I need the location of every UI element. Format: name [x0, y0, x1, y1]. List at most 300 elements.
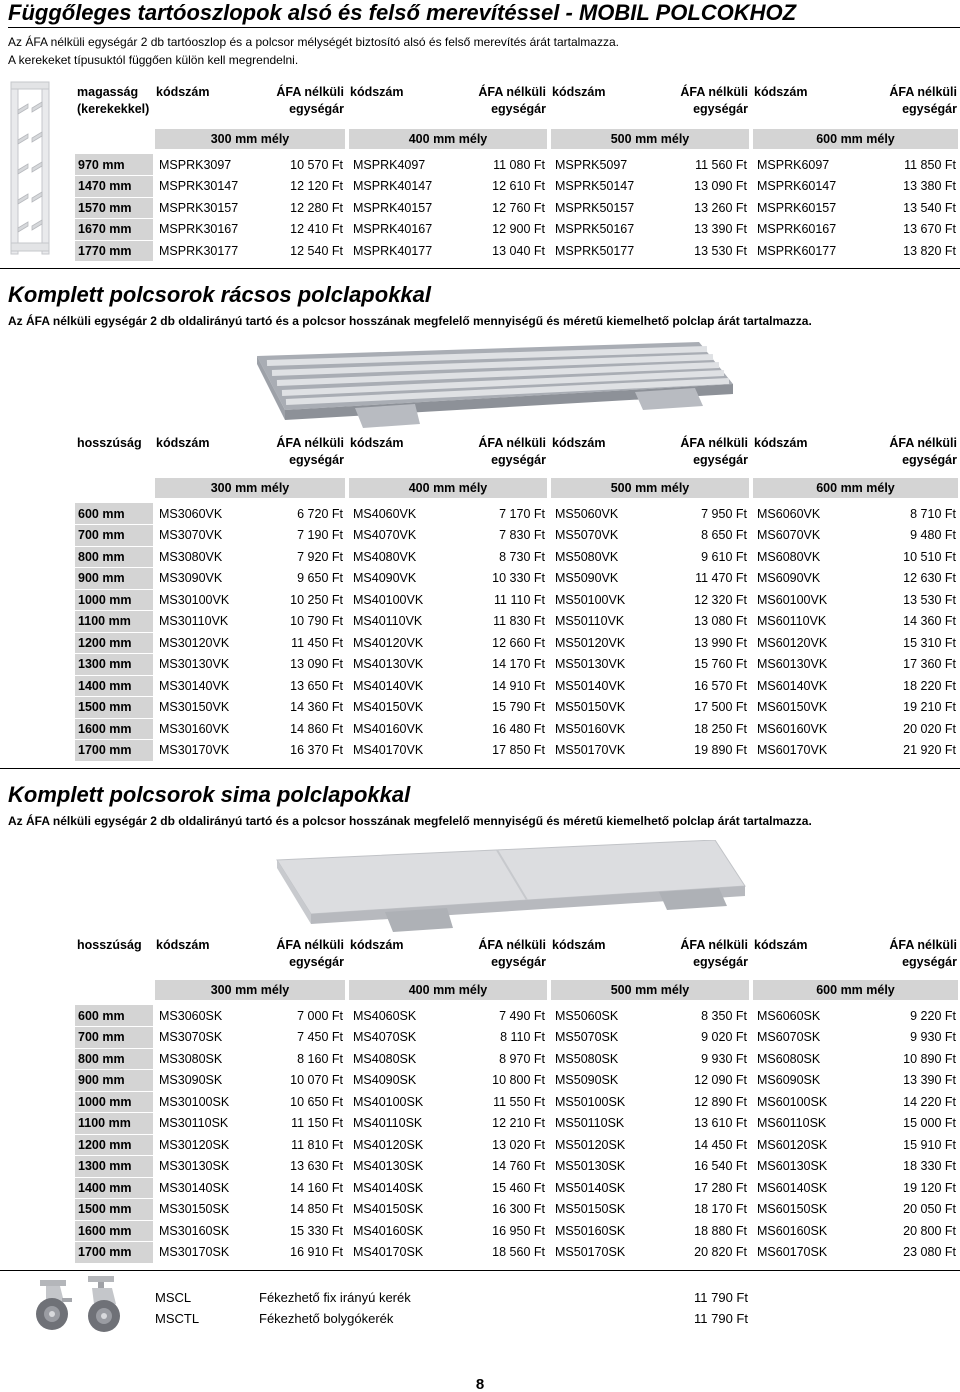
- product-code: MS50100VK: [549, 589, 658, 611]
- depth-header-300: 300 mm mély: [155, 980, 345, 1000]
- product-code: MSPRK50147: [549, 176, 658, 198]
- section-desc-solid-shelves: Az ÁFA nélküli egységár 2 db oldalirányú tartó és a polcsor hosszának megfelelő mennyiségű és méretű kiemelhető polclap árát tartalmazza.: [8, 814, 812, 828]
- product-code: MS50170SK: [549, 1242, 658, 1264]
- product-code: MS30120VK: [153, 632, 254, 654]
- price-column-header: ÁFA nélküli egységár: [889, 938, 957, 969]
- unit-price: 9 930 Ft: [658, 1048, 751, 1070]
- unit-price: 18 220 Ft: [860, 675, 960, 697]
- unit-price: 7 190 Ft: [254, 525, 347, 547]
- product-code: MS60120SK: [751, 1134, 860, 1156]
- product-code: MS60140SK: [751, 1177, 860, 1199]
- row-label: 1000 mm: [75, 1091, 153, 1113]
- table-row: [75, 632, 960, 654]
- unit-price: 9 020 Ft: [658, 1027, 751, 1049]
- code-column-header: kódszám: [552, 85, 606, 99]
- row-label: 1400 mm: [75, 1177, 153, 1199]
- unit-price: 18 330 Ft: [860, 1156, 960, 1178]
- unit-price: 13 610 Ft: [658, 1113, 751, 1135]
- unit-price: 14 160 Ft: [254, 1177, 347, 1199]
- price-column-header: ÁFA nélküli egységár: [478, 85, 546, 116]
- unit-price: 13 260 Ft: [658, 197, 751, 219]
- code-column-header: kódszám: [754, 436, 808, 450]
- unit-price: 13 390 Ft: [860, 1070, 960, 1092]
- row-label: 1100 mm: [75, 611, 153, 633]
- product-code: MS50130SK: [549, 1156, 658, 1178]
- row-label: 600 mm: [75, 503, 153, 525]
- row-label: 700 mm: [75, 525, 153, 547]
- price-column-header: ÁFA nélküli egységár: [889, 85, 957, 116]
- unit-price: 20 050 Ft: [860, 1199, 960, 1221]
- product-code: MS40120VK: [347, 632, 456, 654]
- row-label: 900 mm: [75, 568, 153, 590]
- unit-price: 18 170 Ft: [658, 1199, 751, 1221]
- unit-price: 7 920 Ft: [254, 546, 347, 568]
- product-code: MS5090SK: [549, 1070, 658, 1092]
- height-column-header: magasság (kerekekkel): [77, 85, 150, 116]
- product-code: MS30130SK: [153, 1156, 254, 1178]
- unit-price: 13 650 Ft: [254, 675, 347, 697]
- unit-price: 13 530 Ft: [658, 240, 751, 262]
- product-code: MS4070VK: [347, 525, 456, 547]
- row-label: 1200 mm: [75, 632, 153, 654]
- product-code: MS3060VK: [153, 503, 254, 525]
- product-code: MSPRK30147: [153, 176, 254, 198]
- depth-header-300: 300 mm mély: [155, 478, 345, 498]
- unit-price: 13 990 Ft: [658, 632, 751, 654]
- row-label: 1500 mm: [75, 697, 153, 719]
- caster-price: 11 790 Ft: [694, 1290, 748, 1305]
- code-column-header: kódszám: [156, 938, 210, 952]
- unit-price: 15 910 Ft: [860, 1134, 960, 1156]
- product-code: MS30170SK: [153, 1242, 254, 1264]
- unit-price: 12 210 Ft: [456, 1113, 549, 1135]
- unit-price: 11 830 Ft: [456, 611, 549, 633]
- product-code: MSPRK50157: [549, 197, 658, 219]
- product-code: MS30110SK: [153, 1113, 254, 1135]
- depth-header-300: 300 mm mély: [155, 129, 345, 149]
- product-code: MSPRK40147: [347, 176, 456, 198]
- unit-price: 15 760 Ft: [658, 654, 751, 676]
- unit-price: 11 450 Ft: [254, 632, 347, 654]
- unit-price: 13 390 Ft: [658, 219, 751, 241]
- product-code: MS4090VK: [347, 568, 456, 590]
- product-code: MS4070SK: [347, 1027, 456, 1049]
- product-code: MS30110VK: [153, 611, 254, 633]
- product-code: MS6080SK: [751, 1048, 860, 1070]
- row-label: 1670 mm: [75, 219, 153, 241]
- section-desc-grid-shelves: Az ÁFA nélküli egységár 2 db oldalirányú tartó és a polcsor hosszának megfelelő mennyiségű és méretű kiemelhető polclap árát tartalmazza.: [8, 314, 812, 328]
- table-row: [155, 1308, 748, 1329]
- product-code: MS60110SK: [751, 1113, 860, 1135]
- product-code: MS60100SK: [751, 1091, 860, 1113]
- casters-image: [30, 1274, 130, 1344]
- divider: [0, 768, 960, 769]
- product-code: MS60160VK: [751, 718, 860, 740]
- table-row: [75, 1113, 960, 1135]
- unit-price: 10 510 Ft: [860, 546, 960, 568]
- divider: [0, 1270, 960, 1271]
- product-code: MSPRK60167: [751, 219, 860, 241]
- product-code: MS30160SK: [153, 1220, 254, 1242]
- product-code: MS3090SK: [153, 1070, 254, 1092]
- casters-price-table: [155, 1287, 748, 1329]
- unit-price: 12 090 Ft: [658, 1070, 751, 1092]
- unit-price: 8 650 Ft: [658, 525, 751, 547]
- product-code: MS40130VK: [347, 654, 456, 676]
- grid-shelf-image: [255, 342, 735, 430]
- product-code: MS5080VK: [549, 546, 658, 568]
- unit-price: 7 830 Ft: [456, 525, 549, 547]
- length-column-header: hosszúság: [77, 938, 142, 952]
- product-code: MS60170VK: [751, 740, 860, 762]
- unit-price: 10 250 Ft: [254, 589, 347, 611]
- unit-price: 16 950 Ft: [456, 1220, 549, 1242]
- row-label: 1300 mm: [75, 654, 153, 676]
- unit-price: 15 310 Ft: [860, 632, 960, 654]
- table-row: [75, 1134, 960, 1156]
- row-label: 1770 mm: [75, 240, 153, 262]
- product-code: MS40160SK: [347, 1220, 456, 1242]
- unit-price: 10 570 Ft: [254, 154, 347, 176]
- unit-price: 18 250 Ft: [658, 718, 751, 740]
- product-code: MS40110VK: [347, 611, 456, 633]
- product-code: MS40160VK: [347, 718, 456, 740]
- code-column-header: kódszám: [754, 938, 808, 952]
- product-code: MS60140VK: [751, 675, 860, 697]
- product-code: MS5080SK: [549, 1048, 658, 1070]
- row-label: 1300 mm: [75, 1156, 153, 1178]
- product-code: MS4080SK: [347, 1048, 456, 1070]
- product-code: MSPRK50167: [549, 219, 658, 241]
- unit-price: 19 210 Ft: [860, 697, 960, 719]
- table-row: [75, 1005, 960, 1027]
- unit-price: 18 880 Ft: [658, 1220, 751, 1242]
- unit-price: 17 360 Ft: [860, 654, 960, 676]
- product-code: MS40140SK: [347, 1177, 456, 1199]
- unit-price: 13 380 Ft: [860, 176, 960, 198]
- product-code: MS50150SK: [549, 1199, 658, 1221]
- page-number: 8: [475, 1376, 485, 1392]
- product-code: MSPRK40177: [347, 240, 456, 262]
- product-code: MS5070SK: [549, 1027, 658, 1049]
- row-label: 800 mm: [75, 1048, 153, 1070]
- row-label: 1600 mm: [75, 718, 153, 740]
- unit-price: 14 760 Ft: [456, 1156, 549, 1178]
- product-code: MS6080VK: [751, 546, 860, 568]
- unit-price: 12 630 Ft: [860, 568, 960, 590]
- unit-price: 14 850 Ft: [254, 1199, 347, 1221]
- unit-price: 9 480 Ft: [860, 525, 960, 547]
- solid-shelf-image: [275, 840, 750, 932]
- unit-price: 11 110 Ft: [456, 589, 549, 611]
- product-code: MS6090SK: [751, 1070, 860, 1092]
- table-body: [75, 1005, 960, 1263]
- unit-price: 9 650 Ft: [254, 568, 347, 590]
- code-column-header: kódszám: [552, 938, 606, 952]
- product-code: MS5060SK: [549, 1005, 658, 1027]
- unit-price: 11 470 Ft: [658, 568, 751, 590]
- table-body: [75, 154, 960, 262]
- product-code: MS3080VK: [153, 546, 254, 568]
- product-code: MSPRK6097: [751, 154, 860, 176]
- caster-code: MSCTL: [155, 1311, 200, 1326]
- depth-header-500: 500 mm mély: [551, 129, 749, 149]
- length-column-header: hosszúság: [77, 436, 142, 450]
- code-column-header: kódszám: [350, 938, 404, 952]
- row-label: 1000 mm: [75, 589, 153, 611]
- product-code: MS40100SK: [347, 1091, 456, 1113]
- unit-price: 14 360 Ft: [254, 697, 347, 719]
- unit-price: 9 220 Ft: [860, 1005, 960, 1027]
- unit-price: 12 610 Ft: [456, 176, 549, 198]
- unit-price: 19 890 Ft: [658, 740, 751, 762]
- unit-price: 7 490 Ft: [456, 1005, 549, 1027]
- unit-price: 8 110 Ft: [456, 1027, 549, 1049]
- unit-price: 16 300 Ft: [456, 1199, 549, 1221]
- price-column-header: ÁFA nélküli egységár: [478, 938, 546, 969]
- unit-price: 10 800 Ft: [456, 1070, 549, 1092]
- unit-price: 8 160 Ft: [254, 1048, 347, 1070]
- row-label: 800 mm: [75, 546, 153, 568]
- unit-price: 8 710 Ft: [860, 503, 960, 525]
- unit-price: 11 560 Ft: [658, 154, 751, 176]
- unit-price: 12 540 Ft: [254, 240, 347, 262]
- table-row: [75, 654, 960, 676]
- product-code: MS50110VK: [549, 611, 658, 633]
- row-label: 1100 mm: [75, 1113, 153, 1135]
- unit-price: 13 530 Ft: [860, 589, 960, 611]
- row-label: 600 mm: [75, 1005, 153, 1027]
- unit-price: 7 450 Ft: [254, 1027, 347, 1049]
- product-code: MSPRK60147: [751, 176, 860, 198]
- row-label: 1400 mm: [75, 675, 153, 697]
- product-code: MS4060SK: [347, 1005, 456, 1027]
- unit-price: 13 090 Ft: [254, 654, 347, 676]
- unit-price: 7 170 Ft: [456, 503, 549, 525]
- table-row: [75, 219, 960, 241]
- divider: [0, 268, 960, 269]
- code-column-header: kódszám: [156, 436, 210, 450]
- table-row: [75, 176, 960, 198]
- product-code: MS40120SK: [347, 1134, 456, 1156]
- table-row: [75, 568, 960, 590]
- unit-price: 12 900 Ft: [456, 219, 549, 241]
- unit-price: 18 560 Ft: [456, 1242, 549, 1264]
- table-row: [75, 503, 960, 525]
- price-column-header: ÁFA nélküli egységár: [478, 436, 546, 467]
- product-code: MS30140SK: [153, 1177, 254, 1199]
- table-row: [75, 546, 960, 568]
- product-code: MS50120SK: [549, 1134, 658, 1156]
- product-code: MS30120SK: [153, 1134, 254, 1156]
- unit-price: 9 610 Ft: [658, 546, 751, 568]
- product-code: MS4060VK: [347, 503, 456, 525]
- product-code: MS40100VK: [347, 589, 456, 611]
- product-code: MS50170VK: [549, 740, 658, 762]
- table-row: [155, 1287, 748, 1308]
- unit-price: 10 330 Ft: [456, 568, 549, 590]
- unit-price: 12 660 Ft: [456, 632, 549, 654]
- product-code: MS6090VK: [751, 568, 860, 590]
- unit-price: 7 950 Ft: [658, 503, 751, 525]
- product-code: MSPRK60177: [751, 240, 860, 262]
- code-column-header: kódszám: [350, 85, 404, 99]
- product-code: MS3080SK: [153, 1048, 254, 1070]
- product-code: MSPRK40167: [347, 219, 456, 241]
- unit-price: 11 550 Ft: [456, 1091, 549, 1113]
- unit-price: 16 540 Ft: [658, 1156, 751, 1178]
- unit-price: 16 910 Ft: [254, 1242, 347, 1264]
- table-row: [75, 740, 960, 762]
- unit-price: 13 540 Ft: [860, 197, 960, 219]
- product-code: MS50140VK: [549, 675, 658, 697]
- unit-price: 10 890 Ft: [860, 1048, 960, 1070]
- product-code: MS60110VK: [751, 611, 860, 633]
- product-code: MS50140SK: [549, 1177, 658, 1199]
- unit-price: 13 080 Ft: [658, 611, 751, 633]
- product-code: MSPRK30177: [153, 240, 254, 262]
- product-code: MS40130SK: [347, 1156, 456, 1178]
- unit-price: 6 720 Ft: [254, 503, 347, 525]
- unit-price: 13 820 Ft: [860, 240, 960, 262]
- product-code: MS50130VK: [549, 654, 658, 676]
- table-row: [75, 611, 960, 633]
- unit-price: 10 790 Ft: [254, 611, 347, 633]
- unit-price: 8 730 Ft: [456, 546, 549, 568]
- table-row: [75, 697, 960, 719]
- unit-price: 14 220 Ft: [860, 1091, 960, 1113]
- price-column-header: ÁFA nélküli egységár: [680, 436, 748, 467]
- unit-price: 8 970 Ft: [456, 1048, 549, 1070]
- unit-price: 12 280 Ft: [254, 197, 347, 219]
- code-column-header: kódszám: [552, 436, 606, 450]
- row-label: 970 mm: [75, 154, 153, 176]
- product-code: MS50120VK: [549, 632, 658, 654]
- product-code: MSPRK60157: [751, 197, 860, 219]
- product-code: MS50160SK: [549, 1220, 658, 1242]
- price-column-header: ÁFA nélküli egységár: [680, 85, 748, 116]
- price-column-header: ÁFA nélküli egységár: [680, 938, 748, 969]
- table-row: [75, 1199, 960, 1221]
- product-code: MS40170VK: [347, 740, 456, 762]
- product-code: MS60130VK: [751, 654, 860, 676]
- product-code: MSPRK40157: [347, 197, 456, 219]
- product-code: MS50100SK: [549, 1091, 658, 1113]
- unit-price: 11 850 Ft: [860, 154, 960, 176]
- table-row: [75, 1091, 960, 1113]
- product-code: MSPRK30167: [153, 219, 254, 241]
- unit-price: 7 000 Ft: [254, 1005, 347, 1027]
- product-code: MS6060VK: [751, 503, 860, 525]
- unit-price: 13 670 Ft: [860, 219, 960, 241]
- unit-price: 20 820 Ft: [658, 1242, 751, 1264]
- code-column-header: kódszám: [350, 436, 404, 450]
- section-title-grid-shelves: Komplett polcsorok rácsos polclapokkal: [8, 282, 432, 307]
- caster-price: 11 790 Ft: [694, 1311, 748, 1326]
- table-row: [75, 1220, 960, 1242]
- intro-line-1: Az ÁFA nélküli egységár 2 db tartóoszlop és a polcsor mélységét biztosító alsó és felső merevítés árát tartalmazza.: [8, 35, 619, 49]
- product-code: MS30140VK: [153, 675, 254, 697]
- unit-price: 13 630 Ft: [254, 1156, 347, 1178]
- unit-price: 14 360 Ft: [860, 611, 960, 633]
- table-row: [75, 1156, 960, 1178]
- table-row: [75, 718, 960, 740]
- unit-price: 17 850 Ft: [456, 740, 549, 762]
- row-label: 1200 mm: [75, 1134, 153, 1156]
- product-code: MS30100SK: [153, 1091, 254, 1113]
- product-code: MS60160SK: [751, 1220, 860, 1242]
- unit-price: 20 020 Ft: [860, 718, 960, 740]
- unit-price: 16 370 Ft: [254, 740, 347, 762]
- unit-price: 10 650 Ft: [254, 1091, 347, 1113]
- unit-price: 15 790 Ft: [456, 697, 549, 719]
- unit-price: 12 890 Ft: [658, 1091, 751, 1113]
- code-column-header: kódszám: [754, 85, 808, 99]
- solid-shelf-price-table: [75, 937, 960, 1264]
- depth-header-600: 600 mm mély: [753, 478, 958, 498]
- table-row: [75, 197, 960, 219]
- unit-price: 8 350 Ft: [658, 1005, 751, 1027]
- product-code: MS6060SK: [751, 1005, 860, 1027]
- unit-price: 11 080 Ft: [456, 154, 549, 176]
- product-code: MS50150VK: [549, 697, 658, 719]
- table-row: [75, 525, 960, 547]
- product-code: MS30100VK: [153, 589, 254, 611]
- table-row: [75, 1027, 960, 1049]
- price-column-header: ÁFA nélküli egységár: [889, 436, 957, 467]
- caster-name: Fékezhető fix irányú kerék: [259, 1290, 411, 1305]
- unit-price: 12 120 Ft: [254, 176, 347, 198]
- row-label: 1470 mm: [75, 176, 153, 198]
- product-code: MS30150VK: [153, 697, 254, 719]
- depth-header-500: 500 mm mély: [551, 478, 749, 498]
- unit-price: 15 460 Ft: [456, 1177, 549, 1199]
- unit-price: 11 150 Ft: [254, 1113, 347, 1135]
- unit-price: 9 930 Ft: [860, 1027, 960, 1049]
- product-code: MS3090VK: [153, 568, 254, 590]
- row-label: 900 mm: [75, 1070, 153, 1092]
- product-code: MS50110SK: [549, 1113, 658, 1135]
- product-code: MS5060VK: [549, 503, 658, 525]
- product-code: MS4090SK: [347, 1070, 456, 1092]
- product-code: MS60150VK: [751, 697, 860, 719]
- depth-header-500: 500 mm mély: [551, 980, 749, 1000]
- unit-price: 14 860 Ft: [254, 718, 347, 740]
- unit-price: 12 760 Ft: [456, 197, 549, 219]
- product-code: MS4080VK: [347, 546, 456, 568]
- product-code: MS40170SK: [347, 1242, 456, 1264]
- price-column-header: ÁFA nélküli egységár: [276, 436, 344, 467]
- product-code: MS30150SK: [153, 1199, 254, 1221]
- product-code: MS3070SK: [153, 1027, 254, 1049]
- product-code: MS60120VK: [751, 632, 860, 654]
- table-row: [75, 589, 960, 611]
- grid-shelf-price-table: [75, 435, 960, 762]
- row-label: 1600 mm: [75, 1220, 153, 1242]
- code-column-header: kódszám: [156, 85, 210, 99]
- product-code: MSPRK50177: [549, 240, 658, 262]
- unit-price: 16 480 Ft: [456, 718, 549, 740]
- product-code: MS30170VK: [153, 740, 254, 762]
- table-row: [75, 1177, 960, 1199]
- row-label: 1570 mm: [75, 197, 153, 219]
- unit-price: 20 800 Ft: [860, 1220, 960, 1242]
- unit-price: 17 500 Ft: [658, 697, 751, 719]
- unit-price: 17 280 Ft: [658, 1177, 751, 1199]
- unit-price: 21 920 Ft: [860, 740, 960, 762]
- table-row: [75, 240, 960, 262]
- product-code: MSPRK5097: [549, 154, 658, 176]
